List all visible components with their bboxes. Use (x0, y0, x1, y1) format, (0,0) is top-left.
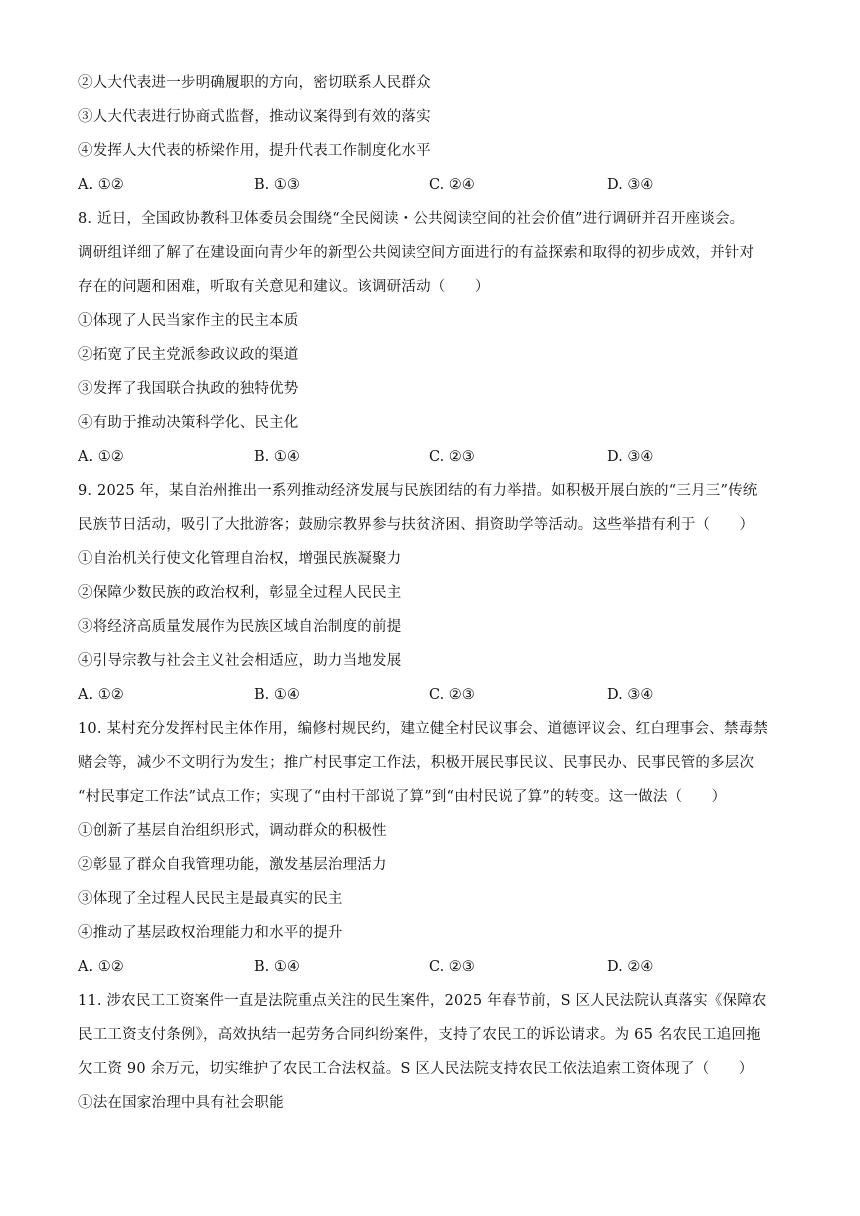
question-stem-line: 存在的问题和困难，听取有关意见和建议。该调研活动（ ） (78, 279, 490, 295)
option-line: ②彰显了群众自我管理功能，激发基层治理活力 (78, 857, 387, 873)
answer-choices (78, 950, 790, 984)
question-stem-line: 民工工资支付条例》，高效执结一起劳务合同纠纷案件，支持了农民工的诉讼请求。为 65 名农民工追回拖 (78, 1027, 761, 1043)
option-line: ④发挥人大代表的桥梁作用，提升代表工作制度化水平 (78, 143, 431, 159)
question-8 (78, 202, 790, 474)
choice-a: A. ①② (78, 687, 124, 703)
question-stem-line: 9. 2025 年，某自治州推出一系列推动经济发展与民族团结的有力举措。如积极开展白族的“三月三”传统 (78, 483, 758, 499)
option-line: ①法在国家治理中具有社会职能 (78, 1095, 284, 1111)
choice-a: A. ①② (78, 449, 124, 465)
choice-d: D. ③④ (607, 449, 654, 465)
option-line: ②保障少数民族的政治权利，彰显全过程人民民主 (78, 585, 402, 601)
option-line: ④引导宗教与社会主义社会相适应，助力当地发展 (78, 653, 402, 669)
question-stem-line: 民族节日活动，吸引了大批游客；鼓励宗教界参与扶贫济困、捐资助学等活动。这些举措有利于（ ） (78, 517, 755, 533)
question-stem-line: 调研组详细了解了在建设面向青少年的新型公共阅读空间方面进行的有益探索和取得的初步成效，并针对 (78, 245, 755, 261)
question-stem-line: 8. 近日，全国政协教科卫体委员会围绕“全民阅读・公共阅读空间的社会价值”进行调研并召开座谈会。 (78, 211, 745, 227)
question-stem-line: 10. 某村充分发挥村民主体作用，编修村规民约，建立健全村民议事会、道德评议会、红白理事会、禁毒禁 (78, 721, 768, 737)
answer-choices (78, 168, 790, 202)
option-line: ③发挥了我国联合执政的独特优势 (78, 381, 299, 397)
question-9 (78, 474, 790, 712)
choice-a: A. ①② (78, 959, 124, 975)
exam-page (78, 66, 790, 1120)
option-line: ①创新了基层自治组织形式，调动群众的积极性 (78, 823, 387, 839)
choice-c: C. ②③ (429, 449, 475, 465)
choice-b: B. ①④ (254, 687, 300, 703)
choice-c: C. ②③ (429, 959, 475, 975)
question-stem-line: “村民事定工作法”试点工作；实现了“由村干部说了算”到“由村民说了算”的转变。这一做法（ ） (78, 789, 727, 805)
choice-c: C. ②④ (429, 177, 475, 193)
option-line: ③体现了全过程人民民主是最真实的民主 (78, 891, 343, 907)
question-7 (78, 66, 790, 202)
option-line: ③人大代表进行协商式监督，推动议案得到有效的落实 (78, 109, 431, 125)
option-line: ④有助于推动决策科学化、民主化 (78, 415, 299, 431)
answer-choices (78, 678, 790, 712)
option-line: ④推动了基层政权治理能力和水平的提升 (78, 925, 343, 941)
choice-a: A. ①② (78, 177, 124, 193)
question-11 (78, 984, 790, 1120)
choice-d: D. ②④ (607, 959, 654, 975)
question-stem-line: 赌会等，减少不文明行为发生；推广村民事定工作法，积极开展民事民议、民事民办、民事民管的多层次 (78, 755, 755, 771)
option-line: ③将经济高质量发展作为民族区域自治制度的前提 (78, 619, 402, 635)
choice-b: B. ①④ (254, 959, 300, 975)
question-stem-line: 欠工资 90 余万元，切实维护了农民工合法权益。S 区人民法院支持农民工依法追索工资体现了（ ） (78, 1061, 754, 1077)
choice-d: D. ③④ (607, 687, 654, 703)
option-line: ①自治机关行使文化管理自治权，增强民族凝聚力 (78, 551, 402, 567)
choice-b: B. ①③ (254, 177, 300, 193)
option-line: ②人大代表进一步明确履职的方向，密切联系人民群众 (78, 75, 431, 91)
option-line: ②拓宽了民主党派参政议政的渠道 (78, 347, 299, 363)
choice-b: B. ①④ (254, 449, 300, 465)
choice-d: D. ③④ (607, 177, 654, 193)
answer-choices (78, 440, 790, 474)
option-line: ①体现了人民当家作主的民主本质 (78, 313, 299, 329)
choice-c: C. ②③ (429, 687, 475, 703)
question-10 (78, 712, 790, 984)
question-stem-line: 11. 涉农民工工资案件一直是法院重点关注的民生案件，2025 年春节前，S 区人民法院认真落实《保障农 (78, 993, 767, 1009)
